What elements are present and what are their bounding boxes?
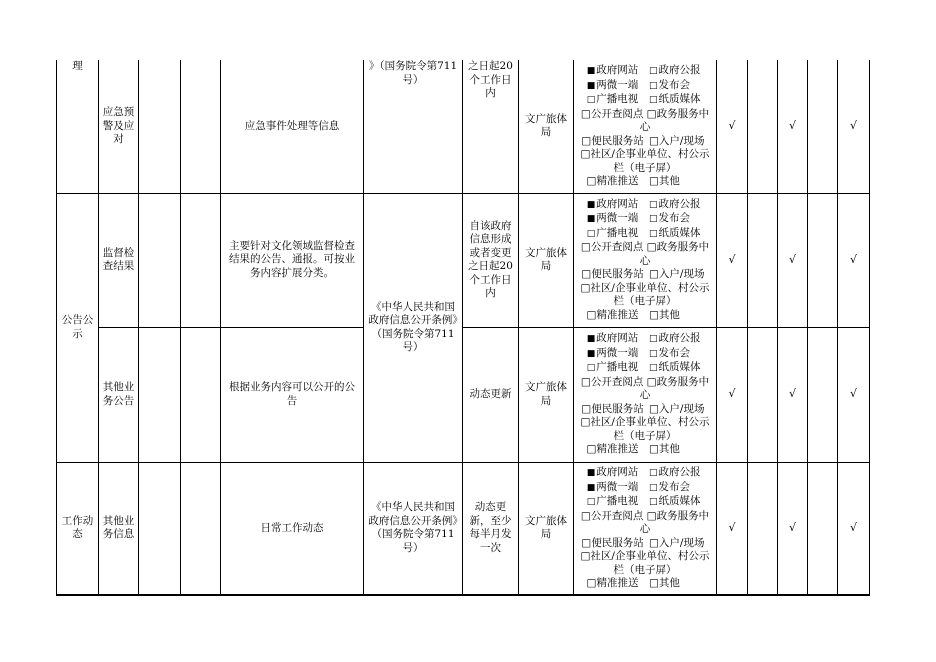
channel-option — [576, 198, 649, 213]
channel-label: 发布会 — [658, 212, 691, 225]
check-cell: √ — [838, 193, 870, 327]
channel-option — [576, 64, 649, 79]
check-cell — [808, 327, 838, 462]
check-cell: √ — [778, 327, 808, 462]
channel-line — [576, 332, 714, 347]
unchecked-box-icon: □ — [649, 214, 658, 225]
channel-option — [576, 361, 649, 376]
unchecked-box-icon: □ — [649, 348, 658, 359]
checked-box-icon: ■ — [586, 348, 596, 359]
channel-option — [649, 466, 701, 481]
content-cell: 根据业务内容可以公开的公告 — [221, 327, 364, 462]
empty-cell — [139, 60, 181, 193]
channel-option: □便民服务站 — [581, 268, 644, 281]
basis-cell: 《中华人民共和国政府信息公开条例》（国务院令第711号） — [364, 193, 463, 462]
empty-cell — [181, 60, 221, 193]
check-cell: √ — [778, 193, 808, 327]
channel-line — [576, 466, 714, 481]
check-cell — [748, 60, 778, 193]
channel-option: □政务服务中心 — [639, 509, 710, 535]
channel-option — [649, 212, 690, 227]
channel-line — [576, 416, 714, 443]
channel-label: 政府公报 — [658, 466, 701, 478]
channel-line — [576, 282, 714, 309]
channel-option — [576, 495, 649, 510]
time-cell: 之日起20个工作日内 — [463, 60, 519, 193]
empty-cell — [139, 193, 181, 327]
time-cell: 自该政府信息形成或者变更之日起20个工作日内 — [463, 193, 519, 327]
channel-label: 发布会 — [658, 346, 691, 359]
channels-cell — [574, 193, 717, 327]
content-cell: 应急事件处理等信息 — [221, 60, 364, 193]
channel-line — [576, 64, 714, 79]
channel-line — [576, 227, 714, 242]
channel-option: □其他 — [649, 577, 680, 589]
channel-option — [576, 332, 649, 347]
channel-option — [576, 481, 649, 496]
checked-box-icon: ■ — [586, 66, 596, 76]
channel-option: □其他 — [649, 308, 680, 321]
channel-line — [576, 347, 714, 362]
category-cell: 公告公示 — [57, 193, 99, 462]
channel-option: □社区/企事业单位、村公示栏（电子屏） — [580, 281, 710, 308]
channels-cell — [574, 462, 717, 595]
check-cell: √ — [717, 327, 748, 462]
check-cell — [748, 462, 778, 595]
channel-label: 两微一端 — [596, 346, 639, 359]
channel-option: □便民服务站 — [581, 134, 644, 147]
channel-line — [576, 550, 714, 577]
channel-option: □便民服务站 — [581, 402, 644, 415]
channel-line — [576, 510, 714, 537]
channel-option — [649, 332, 701, 347]
check-cell: √ — [838, 462, 870, 595]
check-cell: √ — [717, 462, 748, 595]
unchecked-box-icon: □ — [586, 228, 596, 239]
unchecked-box-icon: □ — [649, 482, 658, 493]
check-cell: √ — [838, 327, 870, 462]
subcategory-cell: 其他业务公告 — [99, 327, 139, 462]
table-row — [57, 462, 870, 595]
basis-cell: 《中华人民共和国政府信息公开条例》（国务院令第711号） — [364, 462, 463, 595]
channel-option — [576, 93, 649, 108]
check-cell — [808, 462, 838, 595]
channel-line — [576, 93, 714, 108]
table-row — [57, 60, 870, 193]
channel-option — [649, 198, 701, 213]
empty-cell — [181, 327, 221, 462]
check-cell: √ — [838, 60, 870, 193]
channel-option: □社区/企事业单位、村公示栏（电子屏） — [580, 416, 710, 442]
time-cell: 动态更新，至少每半月发一次 — [463, 462, 519, 595]
channel-label: 广播电视 — [596, 495, 639, 507]
channel-option: □其他 — [649, 175, 680, 187]
unchecked-box-icon: □ — [649, 468, 658, 478]
check-cell: √ — [717, 60, 748, 193]
channel-label: 发布会 — [658, 78, 691, 91]
channel-label: 纸质媒体 — [658, 361, 701, 374]
category-cell: 理 — [57, 60, 99, 193]
checked-box-icon: ■ — [586, 199, 596, 210]
channel-line — [576, 241, 714, 268]
unchecked-box-icon: □ — [649, 95, 658, 105]
category-cell: 工作动态 — [57, 462, 99, 595]
channel-label: 广播电视 — [596, 361, 639, 374]
channel-line — [576, 403, 714, 417]
channel-line — [576, 443, 714, 457]
channel-line — [576, 309, 714, 323]
channel-option — [649, 347, 690, 362]
channel-option: □公开查阅点 — [580, 241, 644, 254]
unchecked-box-icon: □ — [586, 497, 596, 507]
check-cell: √ — [778, 462, 808, 595]
channel-label: 政府网站 — [596, 466, 639, 478]
channel-option: □政务服务中心 — [639, 241, 710, 267]
channel-label: 政府公报 — [658, 197, 701, 210]
channel-option — [649, 93, 701, 108]
channel-label: 两微一端 — [596, 212, 639, 225]
basis-cell: 》（国务院令第711号） — [364, 60, 463, 193]
checked-box-icon: ■ — [586, 334, 596, 345]
unchecked-box-icon: □ — [649, 363, 658, 374]
channel-option — [576, 227, 649, 242]
subcategory-cell: 应急预警及应对 — [99, 60, 139, 193]
channel-option: □精准推送 — [586, 308, 639, 321]
disclosure-table — [56, 60, 870, 596]
unchecked-box-icon: □ — [649, 199, 658, 210]
channel-line — [576, 148, 714, 175]
subcategory-cell: 监督检查结果 — [99, 193, 139, 327]
unchecked-box-icon: □ — [649, 228, 658, 239]
channel-label: 广播电视 — [596, 226, 639, 239]
empty-cell — [139, 462, 181, 595]
channels-cell — [574, 327, 717, 462]
subcategory-cell: 其他业务信息 — [99, 462, 139, 595]
channel-line — [576, 212, 714, 227]
channels-cell — [574, 60, 717, 193]
unchecked-box-icon: □ — [649, 334, 658, 345]
checked-box-icon: ■ — [586, 482, 596, 493]
unit-cell: 文广旅体局 — [519, 462, 574, 595]
channel-option: □社区/企事业单位、村公示栏（电子屏） — [580, 550, 710, 576]
unchecked-box-icon: □ — [649, 497, 658, 507]
channel-option: □精准推送 — [586, 577, 639, 589]
channel-line — [576, 537, 714, 551]
channel-option: □入户/现场 — [649, 536, 705, 549]
channel-line — [576, 135, 714, 149]
channel-line — [576, 175, 714, 189]
channel-label: 纸质媒体 — [658, 226, 701, 239]
channel-option: □公开查阅点 — [580, 375, 644, 388]
table-row — [57, 327, 870, 462]
unchecked-box-icon: □ — [586, 363, 596, 374]
unchecked-box-icon: □ — [649, 66, 658, 76]
channel-label: 政府网站 — [596, 197, 639, 210]
checked-box-icon: ■ — [586, 80, 596, 91]
channel-option — [649, 227, 701, 242]
channel-option — [649, 64, 701, 79]
unit-cell: 文广旅体局 — [519, 60, 574, 193]
channel-label: 发布会 — [658, 480, 691, 493]
check-cell: √ — [778, 60, 808, 193]
channel-option — [649, 481, 690, 496]
content-cell: 主要针对文化领域监督检查结果的公告、通报。可按业务内容扩展分类。 — [221, 193, 364, 327]
channel-label: 两微一端 — [596, 78, 639, 91]
channel-label: 政府网站 — [596, 64, 639, 76]
unchecked-box-icon: □ — [586, 95, 596, 105]
checked-box-icon: ■ — [586, 214, 596, 225]
empty-cell — [139, 327, 181, 462]
channel-option — [576, 466, 649, 481]
channel-label: 广播电视 — [596, 93, 639, 105]
empty-cell — [181, 193, 221, 327]
channel-option: □精准推送 — [586, 443, 639, 456]
channel-option — [576, 79, 649, 94]
channel-label: 政府网站 — [596, 332, 639, 345]
channel-line — [576, 481, 714, 496]
channel-label: 纸质媒体 — [658, 93, 701, 105]
channel-option — [576, 347, 649, 362]
check-cell — [808, 60, 838, 193]
channel-option: □便民服务站 — [581, 536, 644, 549]
channel-line — [576, 495, 714, 510]
check-cell: √ — [717, 193, 748, 327]
check-cell — [808, 193, 838, 327]
channel-line — [576, 577, 714, 591]
time-cell: 动态更新 — [463, 327, 519, 462]
channel-option — [649, 495, 701, 510]
content-cell: 日常工作动态 — [221, 462, 364, 595]
channel-line — [576, 376, 714, 403]
channel-option: □公开查阅点 — [580, 509, 644, 522]
channel-option: □入户/现场 — [649, 134, 705, 147]
unit-cell: 文广旅体局 — [519, 193, 574, 327]
channel-option — [649, 79, 690, 94]
unit-cell: 文广旅体局 — [519, 327, 574, 462]
channel-label: 纸质媒体 — [658, 495, 701, 507]
channel-option — [649, 361, 701, 376]
channel-line — [576, 108, 714, 135]
channel-option: □入户/现场 — [649, 268, 705, 281]
channel-label: 两微一端 — [596, 480, 639, 493]
checked-box-icon: ■ — [586, 468, 596, 478]
channel-option — [576, 212, 649, 227]
channel-line — [576, 198, 714, 213]
channel-option: □其他 — [649, 443, 680, 456]
check-cell — [748, 193, 778, 327]
channel-line — [576, 361, 714, 376]
channel-option: □精准推送 — [586, 175, 639, 187]
channel-label: 政府公报 — [658, 332, 701, 345]
table-row — [57, 193, 870, 327]
channel-line — [576, 79, 714, 94]
channel-option: □社区/企事业单位、村公示栏（电子屏） — [580, 148, 710, 174]
channel-option: □入户/现场 — [649, 402, 705, 415]
check-cell — [748, 327, 778, 462]
channel-option: □政务服务中心 — [639, 107, 710, 133]
empty-cell — [181, 462, 221, 595]
channel-label: 政府公报 — [658, 64, 701, 76]
channel-option: □公开查阅点 — [580, 107, 644, 120]
channel-option: □政务服务中心 — [639, 375, 710, 402]
unchecked-box-icon: □ — [649, 80, 658, 91]
channel-line — [576, 268, 714, 282]
